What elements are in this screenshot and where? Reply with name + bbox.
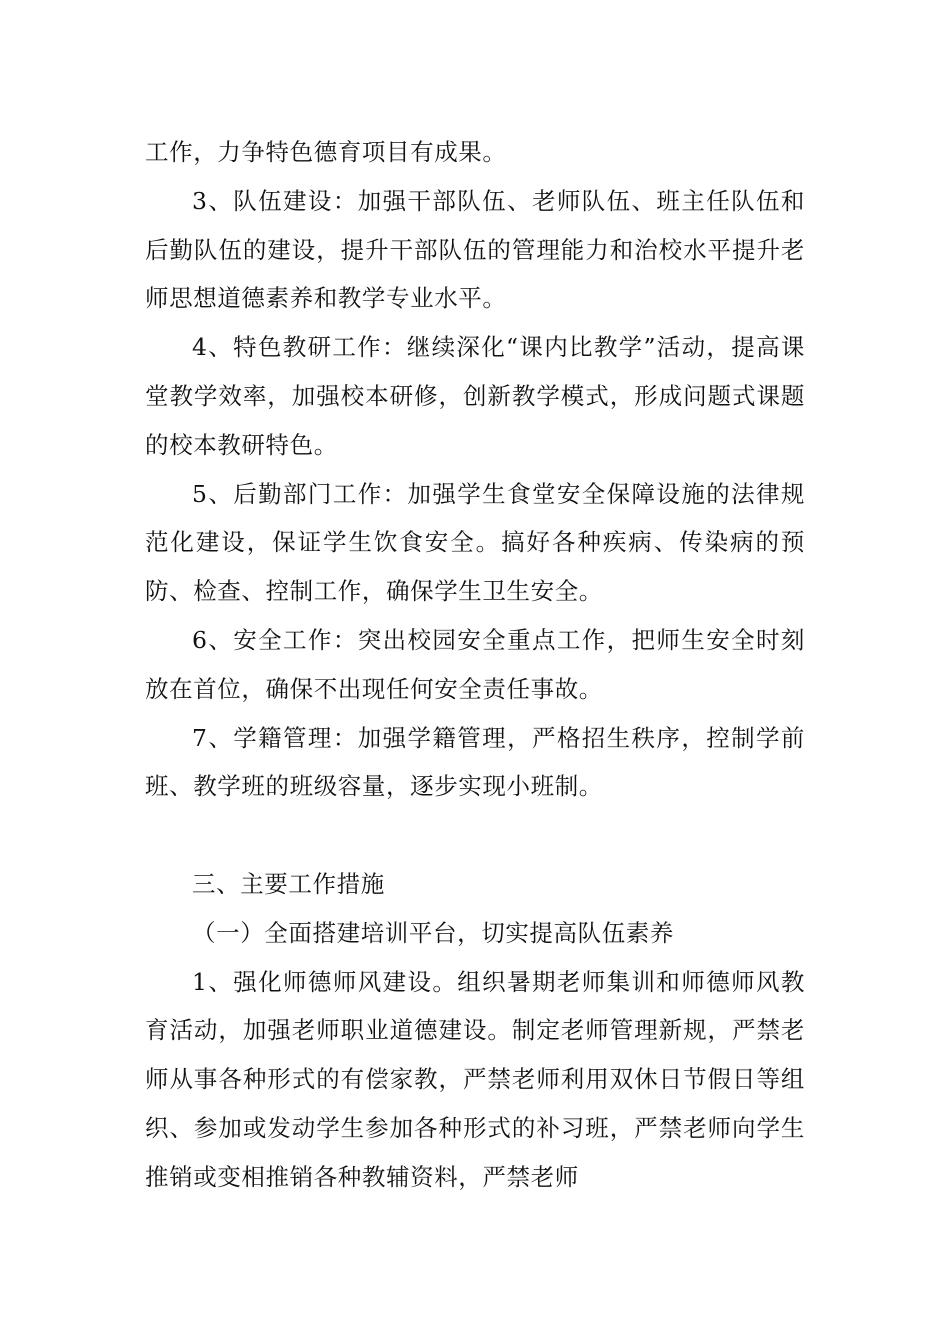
- paragraph-team-building: 3、队伍建设：加强干部队伍、老师队伍、班主任队伍和后勤队伍的建设，提升干部队伍的管理能力和治校水平提升老师思想道德素养和教学专业水平。: [145, 186, 805, 313]
- paragraph-logistics: 5、后勤部门工作：加强学生食堂安全保障设施的法律规范化建设，保证学生饮食安全。搞好各种疾病、传染病的预防、检查、控制工作，确保学生卫生安全。: [145, 479, 805, 606]
- section-spacer: [145, 811, 805, 860]
- subsection-heading: （一）全面搭建培训平台，切实提高队伍素养: [192, 918, 674, 947]
- paragraph-teaching-research: 4、特色教研工作：继续深化“课内比教学”活动，提高课堂教学效率，加强校本研修，创新教学模式，形成问题式课题的校本教研特色。: [145, 333, 805, 459]
- document-page: [145, 128, 805, 1202]
- paragraph-continuation: 工作，力争特色德育项目有成果。: [145, 138, 507, 166]
- paragraph-safety: 6、安全工作：突出校园安全重点工作，把师生安全时刻放在首位，确保不出现任何安全责任事故。: [145, 625, 805, 703]
- paragraph-enrollment: 7、学籍管理：加强学籍管理，严格招生秩序，控制学前班、教学班的班级容量，逐步实现小班制。: [145, 723, 805, 801]
- paragraph-ethics: 1、强化师德师风建设。组织暑期老师集训和师德师风教育活动，加强老师职业道德建设。制定老师管理新规，严禁老师从事各种形式的有偿家教，严禁老师利用双休日节假日等组织、参加或发动学生参加各种形式的补习班，严禁老师向学生推销或变相推销各种教辅资料，严禁老师: [145, 967, 805, 1191]
- section-heading: 三、主要工作措施: [192, 869, 385, 898]
